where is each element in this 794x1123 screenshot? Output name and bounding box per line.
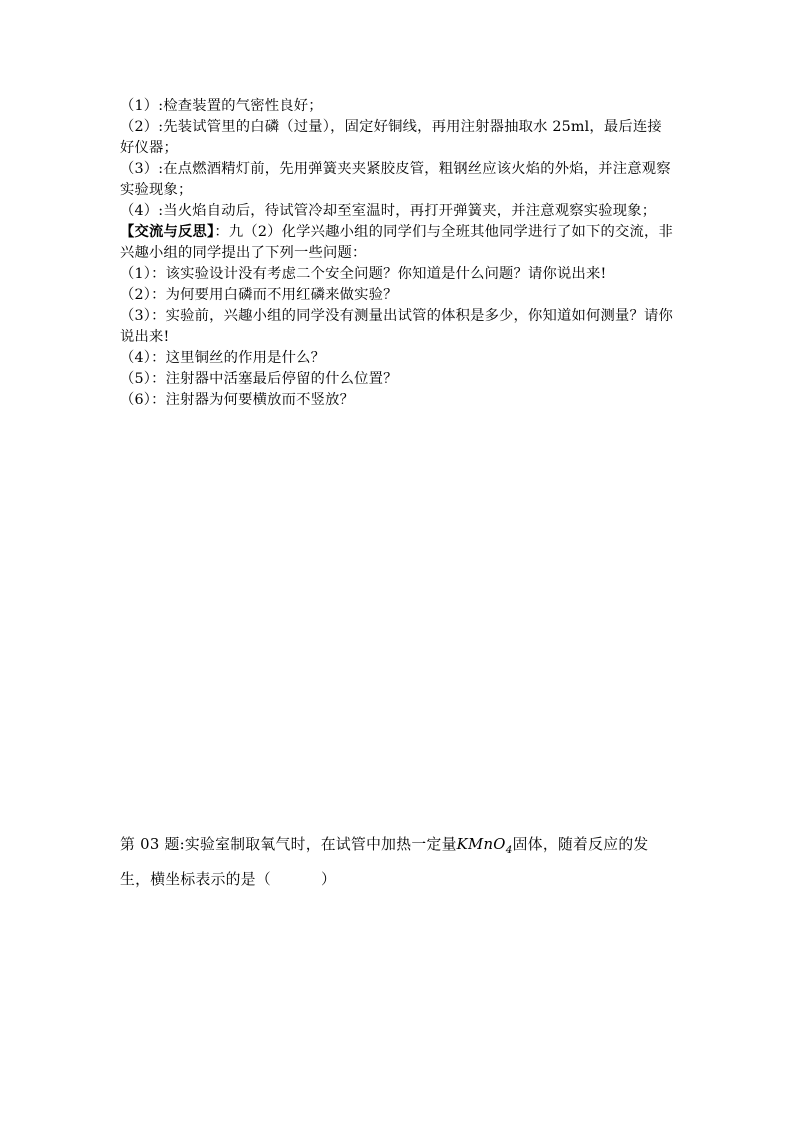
reflection-question-5: （5）：注射器中活塞最后停留的什么位置？ bbox=[120, 371, 398, 387]
reflection-intro: ：九（2）化学兴趣小组的同学们与全班其他同学进行了如下的交流，非兴趣小组的同学提出了下列一些问题： bbox=[120, 224, 674, 261]
step-1: （1）:检查装置的气密性良好； bbox=[120, 98, 323, 114]
procedure-block bbox=[120, 96, 676, 411]
reflection-paragraph bbox=[120, 222, 676, 264]
kmno4-formula: KMnO$_4$ bbox=[456, 836, 513, 856]
reflection-question-4: （4）：这里铜丝的作用是什么？ bbox=[120, 350, 326, 366]
question-3 bbox=[120, 830, 676, 894]
question-3-suffix: 固体，随着反应的发生，横坐标表示的是（ bbox=[120, 836, 649, 888]
reflection-question-2: （2）：为何要用白磷而不用红磷来做实验？ bbox=[120, 287, 398, 303]
step-2: （2）:先装试管里的白磷（过量），固定好铜线，再用注射器抽取水 25ml，最后连接好仪器； bbox=[120, 119, 662, 156]
reflection-question-1: （1）：该实验设计没有考虑二个安全问题？你知道是什么问题？请你说出来! bbox=[120, 266, 607, 282]
reflection-question-6: （6）：注射器为何要横放而不竖放？ bbox=[120, 392, 355, 408]
question-3-prefix: 第 03 题:实验室制取氧气时，在试管中加热一定量 bbox=[120, 836, 457, 853]
step-3: （3）:在点燃酒精灯前，先用弹簧夹夹紧胶皮管，粗钢丝应该火焰的外焰，并注意观察实验现象； bbox=[120, 161, 671, 198]
reflection-heading: 【交流与反思】 bbox=[120, 224, 215, 240]
question-3-close: ） bbox=[320, 870, 337, 888]
reflection-question-3: （3）：实验前，兴趣小组的同学没有测量出试管的体积是多少，你知道如何测量？请你说出来! bbox=[120, 308, 674, 345]
question-3-text bbox=[120, 830, 676, 894]
step-4: （4）:当火焰自动后，待试管冷却至室温时，再打开弹簧夹，并注意观察实验现象； bbox=[120, 203, 657, 219]
